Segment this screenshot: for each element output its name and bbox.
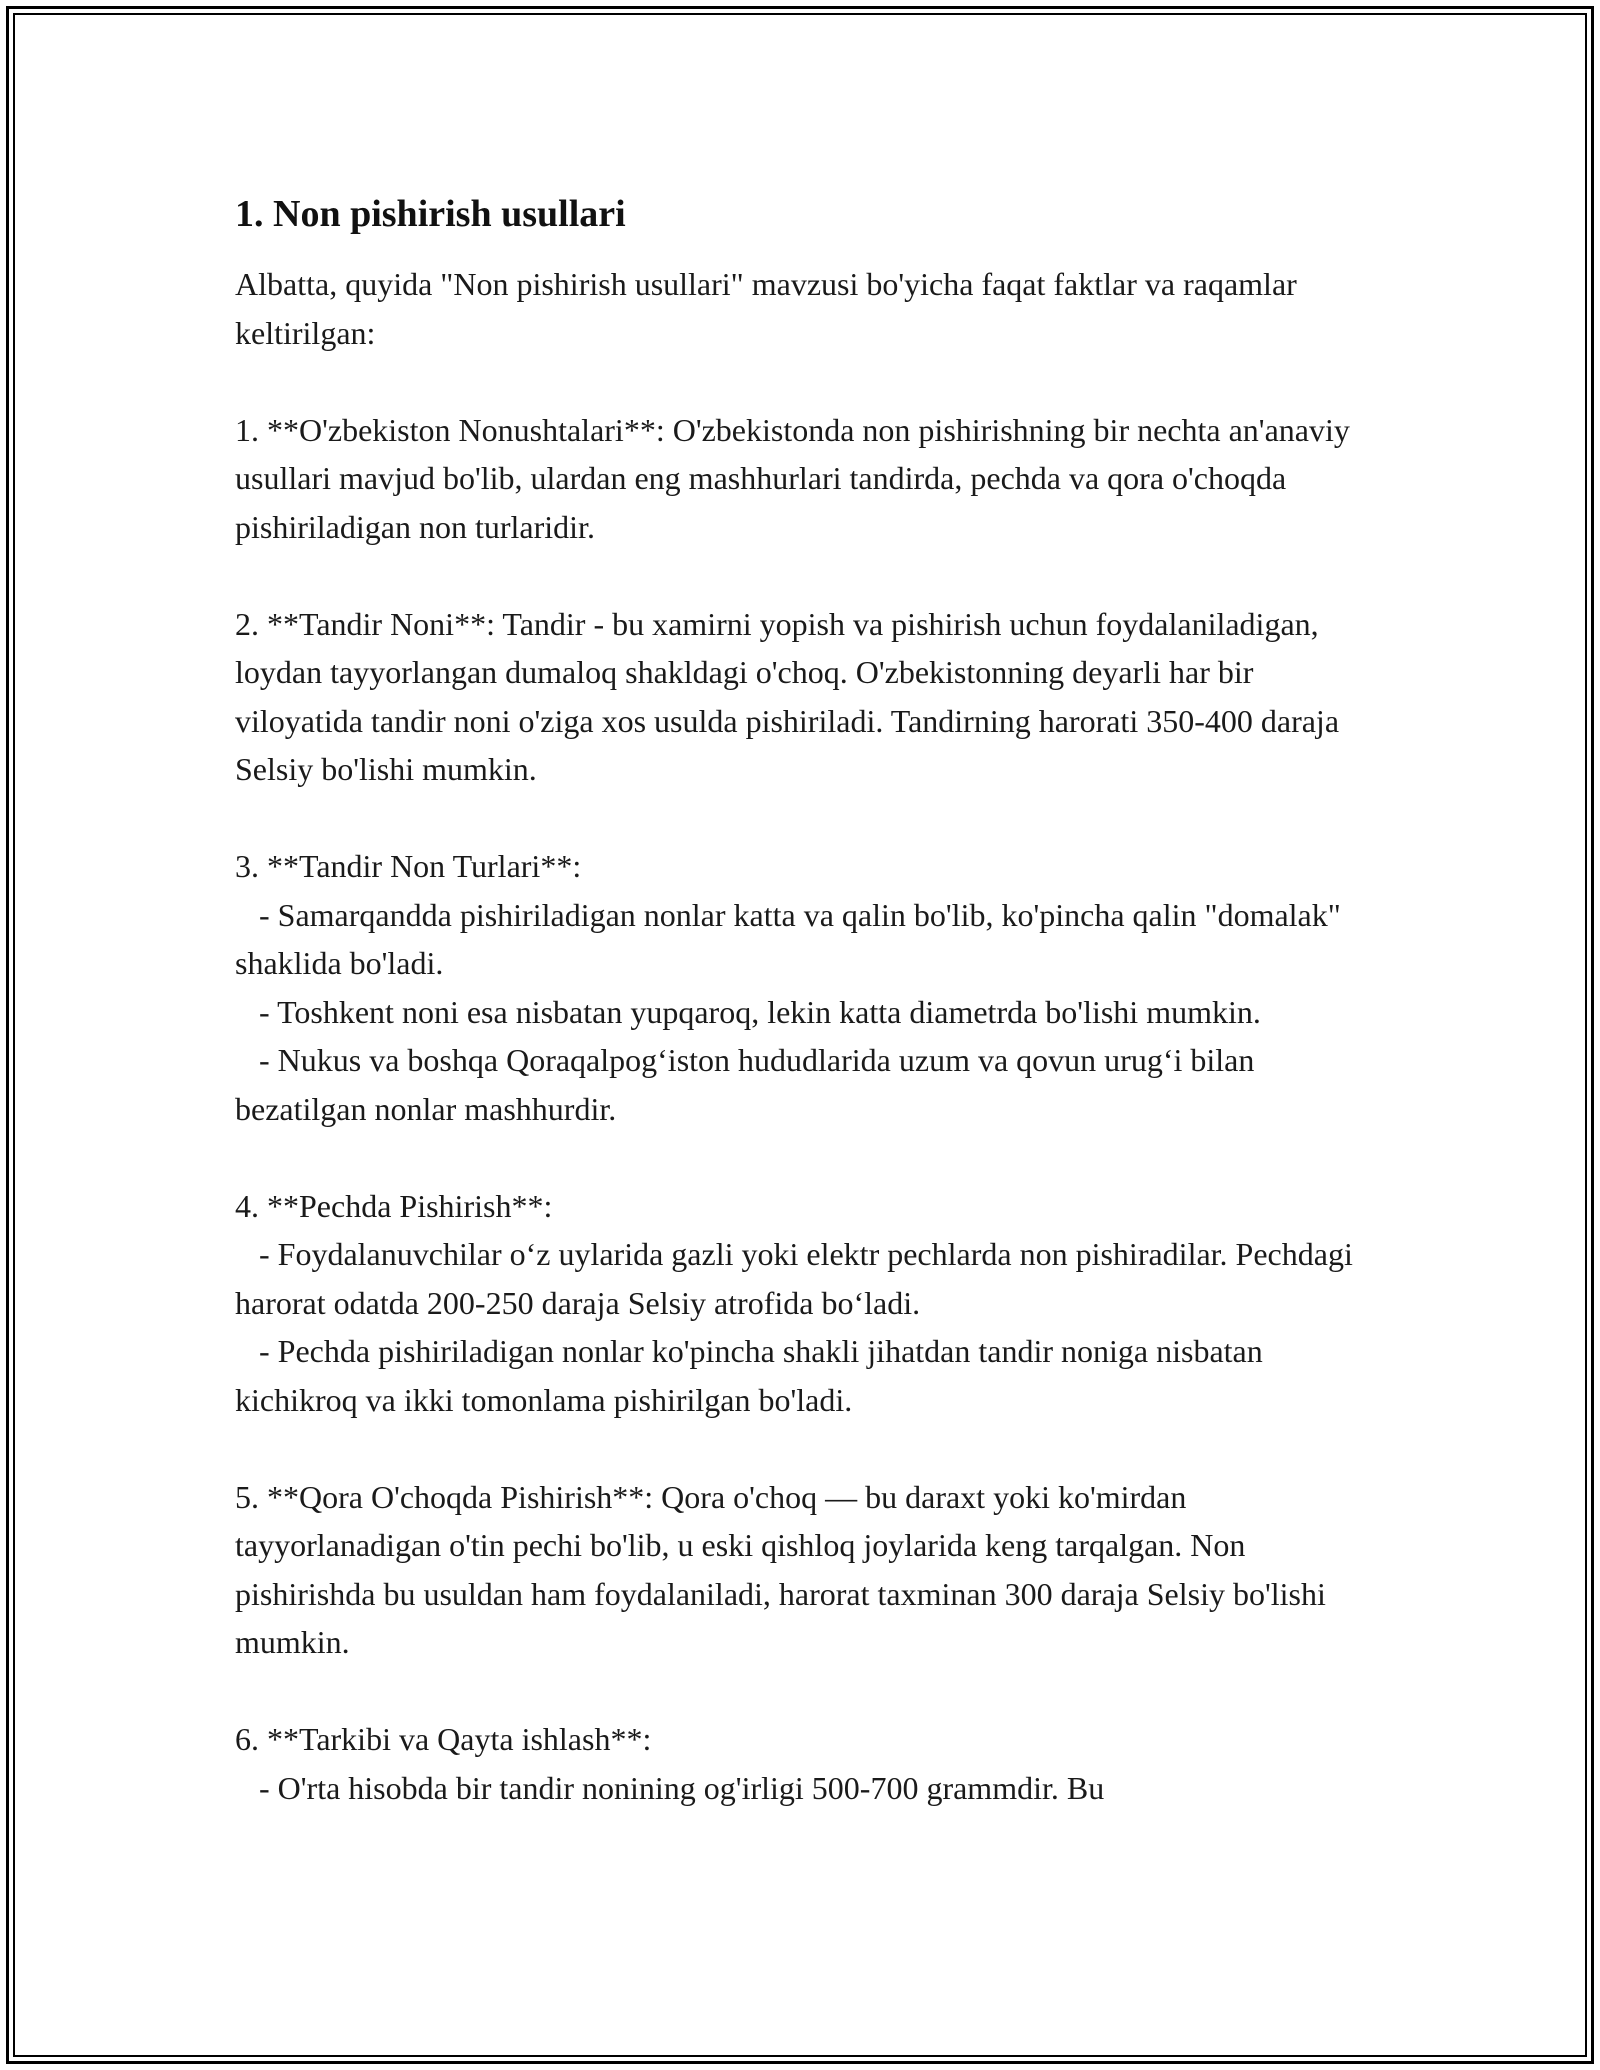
page-title: 1. Non pishirish usullari xyxy=(235,193,626,235)
list-item-4: 4. **Pechda Pishirish**: - Foydalanuvchilar o‘z uylarida gazli yoki elektr pechlarda non pishiradilar. Pechdagi harorat odatda 200-250 daraja Selsiy atrofida bo‘ladi. - Pechda pishiriladigan nonlar ko'pincha shakli jihatdan tandir noniga nisbatan kichikroq va ikki tomonlama pishirilgan bo'ladi. xyxy=(235,1187,1353,1418)
list-item-3: 3. **Tandir Non Turlari**: - Samarqandda pishiriladigan nonlar katta va qalin bo'lib, ko'pincha qalin "domalak" shaklida bo'ladi. - Toshkent noni esa nisbatan yupqaroq, lekin katta diametrda bo'lishi mumkin. - Nukus va boshqa Qoraqalpog‘iston hududlarida uzum va qovun urug‘i bilan bezatilgan nonlar mashhurdir. xyxy=(235,848,1341,1127)
list-item-1: 1. **O'zbekiston Nonushtalari**: O'zbekistonda non pishirishning bir nechta an'anaviy usullari mavjud bo'lib, ulardan eng mashhurlari tandirda, pechda va qora o'choqda pishiriladigan non turlaridir. xyxy=(235,411,1358,545)
document-body xyxy=(235,190,1375,1812)
list-item-6: 6. **Tarkibi va Qayta ishlash**: - O'rta hisobda bir tandir nonining og'irligi 500-700 grammdir. Bu xyxy=(235,1721,1105,1806)
list-item-2: 2. **Tandir Noni**: Tandir - bu xamirni yopish va pishirish uchun foydalaniladigan, loydan tayyorlangan dumaloq shakldagi o'choq. O'zbekistonning deyarli har bir viloyatida tandir noni o'ziga xos usulda pishiriladi. Tandirning harorati 350-400 daraja Selsiy bo'lishi mumkin. xyxy=(235,605,1348,787)
intro-paragraph: Albatta, quyida "Non pishirish usullari" mavzusi bo'yicha faqat faktlar va raqamlar keltirilgan: xyxy=(235,266,1305,351)
list-item-5: 5. **Qora O'choqda Pishirish**: Qora o'choq — bu daraxt yoki ko'mirdan tayyorlanadigan o'tin pechi bo'lib, u eski qishloq joylarida keng tarqalgan. Non pishirishda bu usuldan ham foydalaniladi, harorat taxminan 300 daraja Selsiy bo'lishi mumkin. xyxy=(235,1478,1334,1660)
